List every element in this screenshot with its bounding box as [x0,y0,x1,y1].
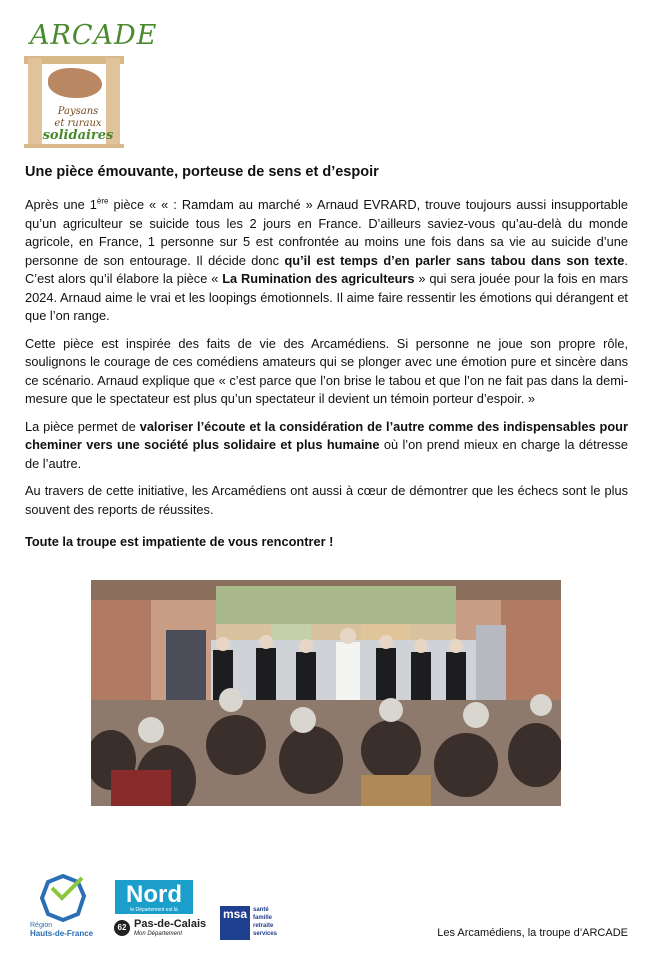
region-logo [30,870,100,940]
msa-line: retraite [253,923,274,929]
msa-services [253,906,277,938]
text-run: . C’est alors qu’il élabore la pièce « [25,252,628,286]
article-body [25,196,628,561]
logo-base [24,144,124,148]
paragraph-1 [25,196,628,326]
text-run: La pièce permet de [25,418,140,434]
pdc-name: Pas-de-Calais [134,918,207,930]
nord-tagline: le Département est là [130,907,178,913]
pdc-number: 62 [114,920,130,936]
nord-logo [115,880,193,914]
text-run: Après une 1 [25,197,97,212]
theatre-photo [91,580,561,806]
ordinal-superscript: ère [96,196,109,206]
article-title: Une pièce émouvante, porteuse de sens et d’espoir [25,164,379,180]
logo-line: et ruraux [54,118,102,129]
region-name: Hauts-de-France [30,929,94,938]
photo-illustration [91,580,561,806]
play-title: La Rumination des agriculteurs [222,271,415,286]
text-run: » qui sera jouée pour la fois en mars 2024. Arnaud aime le vrai et les loopings émotionnels. Il aime faire ressentir les émotions qui dérangent et que l’on range. [25,271,629,323]
logo-line: Paysans [57,106,99,117]
logo-tagline [38,106,118,142]
arcade-logo [22,20,158,148]
closing-line: Toute la troupe est impatiente de vous rencontrer ! [25,534,334,549]
text-run: où l’on prend mieux en charge la détresse de l’autre. [25,437,628,471]
footer-caption: Les Arcamédiens, la troupe d’ARCADE [437,927,628,939]
paragraph-4: Au travers de cette initiative, les Arcamédiens ont aussi à cœur de démontrer que les échecs sont le plus souvent des reports de réussites. [25,483,628,517]
logo-line: solidaires [42,128,114,143]
pas-de-calais-logo [114,918,210,942]
paragraph-3 [25,418,628,474]
msa-line: santé [253,907,269,913]
region-line: Région [30,922,53,929]
msa-line: services [253,931,278,937]
bold-text: qu’il est temps d’en parler sans tabou dans son texte [284,252,625,268]
paragraph-2: Cette pièce est inspirée des faits de vie des Arcamédiens. Si personne ne joue son propre rôle, soulignons le courage de ces comédiens amateurs qui se plonger avec une émotion pure et sincère dans ce scénario. Arnaud explique que « c’est parce que l’on brise le tabou et que l’on ne fait pas dans la demi-mesure que le spectateur est plus qu’un spectateur il devient un témoin porteur d’espoir. » [25,335,628,406]
msa-logo [220,906,292,940]
region-label [30,922,93,939]
france-map-icon [38,874,88,922]
logo-wordmark: ARCADE [30,20,158,51]
text-run: pièce « « : Ramdam au marché » Arnaud EVRARD, trouve toujours aussi insupportable qu’un agriculteur se suicide tous les 2 jours en France. D’ailleurs saviez-vous qu’au-delà du monde agricole, en France, 1 personne sur 5 est confrontée au moins une fois dans sa vie au suicide d’une personne de son entourage. Il décide donc [25,197,629,268]
msa-line: famille [253,915,273,921]
pdc-subtitle: Mon Département [134,931,183,937]
msa-mark: msa [220,906,250,940]
handshake-icon [48,68,102,98]
bold-text: valoriser l’écoute et la considération de l’autre comme des indispensables pour cheminer vers une société plus solidaire et plus humaine [25,418,628,452]
nord-name: Nord [126,881,182,908]
